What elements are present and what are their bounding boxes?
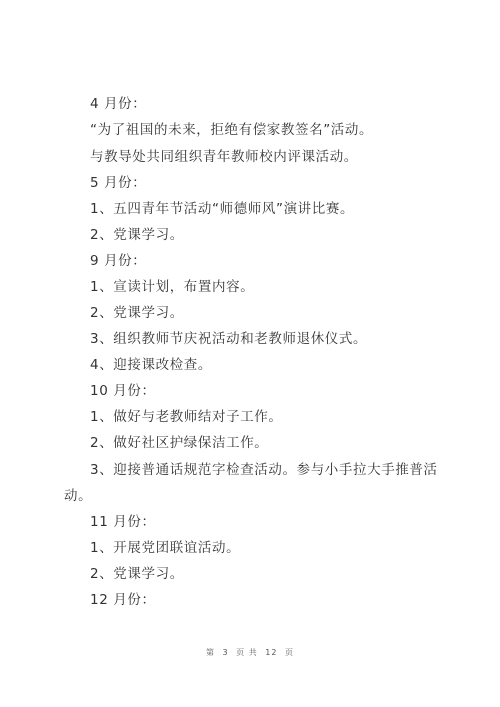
list-item: 2、党课学习。 <box>90 227 184 243</box>
section-heading-november: 11 月份： <box>90 514 156 530</box>
footer-suffix: 页 <box>285 648 294 657</box>
footer-prefix: 第 <box>205 648 215 657</box>
list-item: 3、迎接普通话规范字检查活动。参与小手拉大手推普活 <box>90 462 438 478</box>
section-heading-october: 10 月份： <box>90 383 156 399</box>
list-item: 2、做好社区护绿保洁工作。 <box>90 435 269 451</box>
list-item: 1、五四青年节活动“师德师风”演讲比赛。 <box>90 201 355 217</box>
section-heading-april: 4 月份： <box>90 96 147 112</box>
list-item: 2、党课学习。 <box>90 566 184 582</box>
footer-current-page: 3 <box>222 648 229 657</box>
footer-total-pages: 12 <box>265 648 278 657</box>
footer-middle: 页 共 <box>236 648 258 657</box>
page-footer <box>0 647 500 658</box>
section-heading-may: 5 月份： <box>90 175 147 191</box>
list-item: 2、党课学习。 <box>90 305 184 321</box>
list-item: 4、迎接课改检查。 <box>90 357 212 373</box>
list-item: 1、开展党团联谊活动。 <box>90 540 241 556</box>
list-item-continuation: 动。 <box>64 488 93 504</box>
list-item: 1、宣读计划，布置内容。 <box>90 279 255 295</box>
text-line: 与教导处共同组织青年教师校内评课活动。 <box>90 149 358 165</box>
section-heading-september: 9 月份： <box>90 253 147 269</box>
text-line: “为了祖国的未来，拒绝有偿家教签名”活动。 <box>90 122 374 138</box>
list-item: 3、组织教师节庆祝活动和老教师退休仪式。 <box>90 331 368 347</box>
section-heading-december: 12 月份： <box>90 592 156 608</box>
list-item: 1、做好与老教师结对子工作。 <box>90 409 283 425</box>
